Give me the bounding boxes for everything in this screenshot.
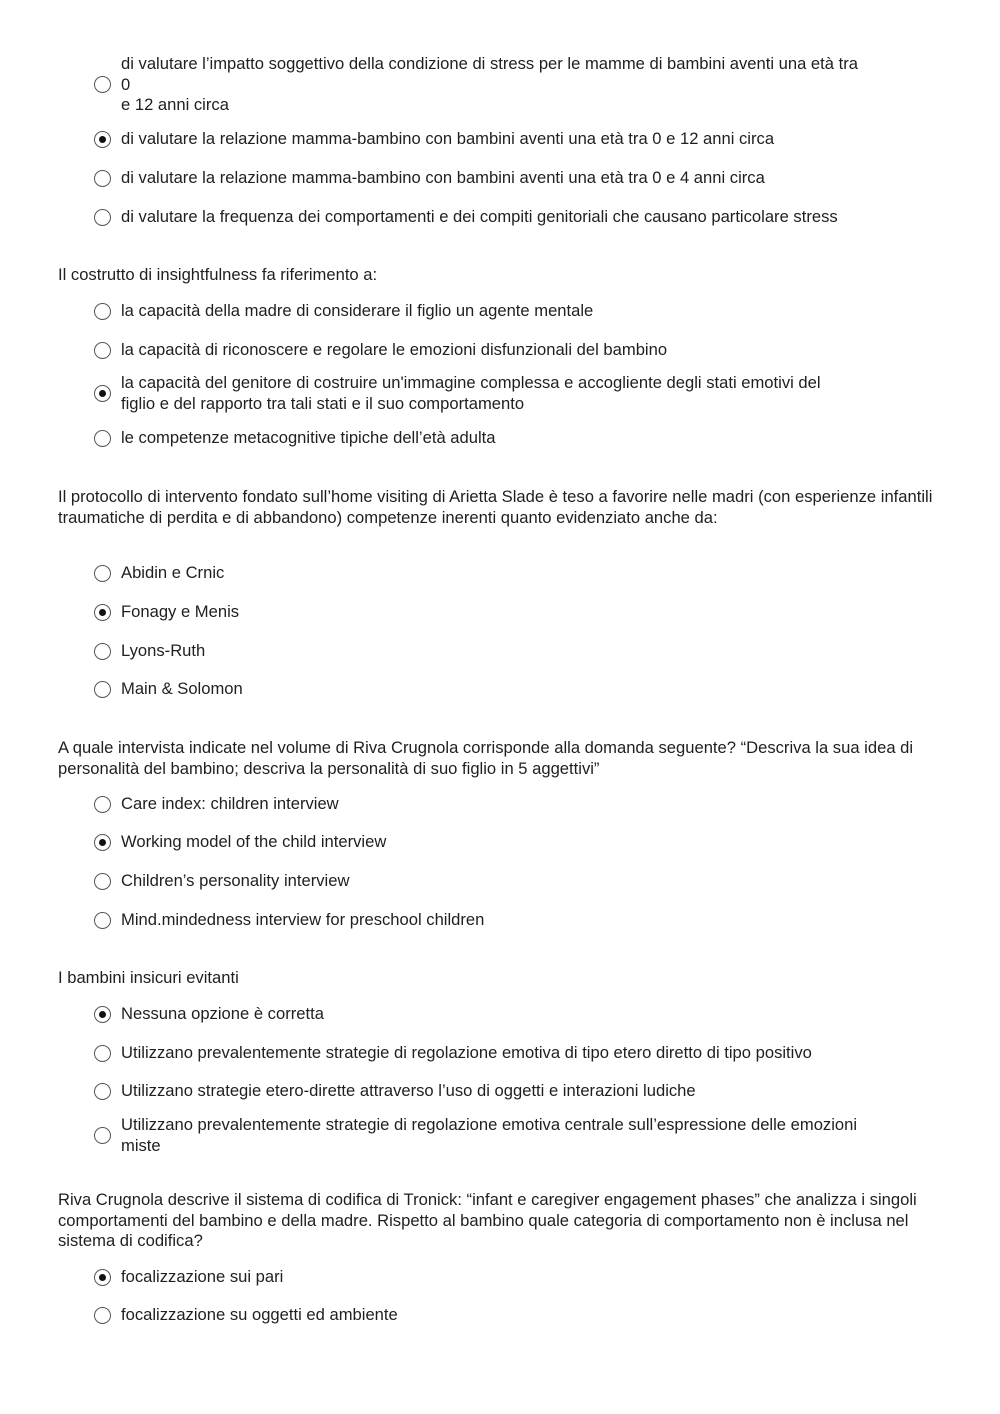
option-label: di valutare la relazione mamma-bambino con bambini aventi una età tra 0 e 12 anni circa bbox=[121, 129, 775, 148]
option-label: la capacità di riconoscere e regolare le emozioni disfunzionali del bambino bbox=[121, 340, 668, 359]
option-label: Lyons-Ruth bbox=[121, 641, 206, 660]
radio-unchecked-icon[interactable] bbox=[94, 303, 111, 320]
q6-option-1[interactable] bbox=[94, 1267, 944, 1288]
radio-unchecked-icon[interactable] bbox=[94, 430, 111, 447]
q4-option-1[interactable] bbox=[94, 794, 944, 815]
option-label: Utilizzano prevalentemente strategie di regolazione emotiva di tipo etero diretto di tipo positivo bbox=[121, 1043, 812, 1062]
option-label: di valutare l’impatto soggettivo della condizione di stress per le mamme di bambini aventi una età tra 0 e 12 anni circa bbox=[121, 54, 858, 114]
radio-unchecked-icon[interactable] bbox=[94, 681, 111, 698]
q1-option-4[interactable] bbox=[94, 207, 944, 228]
radio-unchecked-icon[interactable] bbox=[94, 912, 111, 929]
option-label: Mind.mindedness interview for preschool children bbox=[121, 910, 485, 929]
q5-option-2[interactable] bbox=[94, 1043, 944, 1064]
q3-option-4[interactable] bbox=[94, 679, 944, 700]
radio-unchecked-icon[interactable] bbox=[94, 873, 111, 890]
q2-option-2[interactable] bbox=[94, 340, 944, 361]
option-label: di valutare la frequenza dei comportamenti e dei compiti genitoriali che causano particolare stress bbox=[121, 207, 838, 226]
option-label: Fonagy e Menis bbox=[121, 602, 240, 621]
radio-unchecked-icon[interactable] bbox=[94, 1045, 111, 1062]
q5-option-1[interactable] bbox=[94, 1004, 944, 1025]
question-6-text: Riva Crugnola descrive il sistema di codifica di Tronick: “infant e caregiver engagement phases” che analizza i singoli comportamenti del bambino e della madre. Rispetto al bambino quale categoria di comportamento non è inclusa nel sistema di codifica? bbox=[58, 1190, 917, 1250]
q1-option-1[interactable] bbox=[94, 54, 944, 116]
option-label: Nessuna opzione è corretta bbox=[121, 1004, 324, 1023]
question-3-text: Il protocollo di intervento fondato sull’home visiting di Arietta Slade è teso a favorire nelle madri (con esperienze infantili traumatiche di perdita e di abbandono) competenze inerenti quanto evidenziato anche da: bbox=[58, 487, 933, 527]
q6-option-2[interactable] bbox=[94, 1305, 944, 1326]
option-label: Main & Solomon bbox=[121, 679, 243, 698]
q5-option-4[interactable] bbox=[94, 1115, 944, 1156]
radio-unchecked-icon[interactable] bbox=[94, 643, 111, 660]
option-label: focalizzazione sui pari bbox=[121, 1267, 284, 1286]
radio-checked-icon[interactable] bbox=[94, 604, 111, 621]
radio-checked-icon[interactable] bbox=[94, 385, 111, 402]
q2-option-3[interactable] bbox=[94, 373, 944, 414]
radio-unchecked-icon[interactable] bbox=[94, 1127, 111, 1144]
radio-unchecked-icon[interactable] bbox=[94, 1083, 111, 1100]
q1-option-3[interactable] bbox=[94, 168, 944, 189]
radio-unchecked-icon[interactable] bbox=[94, 76, 111, 93]
radio-unchecked-icon[interactable] bbox=[94, 1307, 111, 1324]
radio-checked-icon[interactable] bbox=[94, 1269, 111, 1286]
radio-unchecked-icon[interactable] bbox=[94, 342, 111, 359]
radio-checked-icon[interactable] bbox=[94, 131, 111, 148]
radio-unchecked-icon[interactable] bbox=[94, 209, 111, 226]
question-4-text: A quale intervista indicate nel volume di Riva Crugnola corrisponde alla domanda seguente? “Descriva la sua idea di personalità del bambino; descriva la personalità di suo figlio in 5 aggettivi” bbox=[58, 738, 914, 778]
q2-option-1[interactable] bbox=[94, 301, 944, 322]
option-label: Utilizzano prevalentemente strategie di regolazione emotiva centrale sull’espressione delle emozioni miste bbox=[121, 1115, 858, 1155]
radio-unchecked-icon[interactable] bbox=[94, 796, 111, 813]
option-label: la capacità del genitore di costruire un'immagine complessa e accogliente degli stati emotivi del figlio e del rapporto tra tali stati e il suo comportamento bbox=[121, 373, 821, 413]
radio-checked-icon[interactable] bbox=[94, 1006, 111, 1023]
option-label: Abidin e Crnic bbox=[121, 563, 225, 582]
option-label: focalizzazione su oggetti ed ambiente bbox=[121, 1305, 398, 1324]
q3-option-2[interactable] bbox=[94, 602, 944, 623]
q5-option-3[interactable] bbox=[94, 1081, 944, 1102]
q3-option-3[interactable] bbox=[94, 641, 944, 662]
q4-option-3[interactable] bbox=[94, 871, 944, 892]
option-label: di valutare la relazione mamma-bambino con bambini aventi una età tra 0 e 4 anni circa bbox=[121, 168, 765, 187]
q1-option-2[interactable] bbox=[94, 129, 944, 150]
q4-option-2[interactable] bbox=[94, 832, 944, 853]
question-5-text: I bambini insicuri evitanti bbox=[58, 968, 239, 987]
option-label: Children’s personality interview bbox=[121, 871, 350, 890]
q4-option-4[interactable] bbox=[94, 910, 944, 931]
radio-checked-icon[interactable] bbox=[94, 834, 111, 851]
option-label: Care index: children interview bbox=[121, 794, 339, 813]
option-label: Utilizzano strategie etero-dirette attraverso l’uso di oggetti e interazioni ludiche bbox=[121, 1081, 696, 1100]
radio-unchecked-icon[interactable] bbox=[94, 170, 111, 187]
radio-unchecked-icon[interactable] bbox=[94, 565, 111, 582]
option-label: la capacità della madre di considerare il figlio un agente mentale bbox=[121, 301, 594, 320]
q2-option-4[interactable] bbox=[94, 428, 944, 449]
question-2-text: Il costrutto di insightfulness fa riferimento a: bbox=[58, 265, 378, 284]
option-label: le competenze metacognitive tipiche dell’età adulta bbox=[121, 428, 496, 447]
option-label: Working model of the child interview bbox=[121, 832, 387, 851]
q3-option-1[interactable] bbox=[94, 563, 944, 584]
